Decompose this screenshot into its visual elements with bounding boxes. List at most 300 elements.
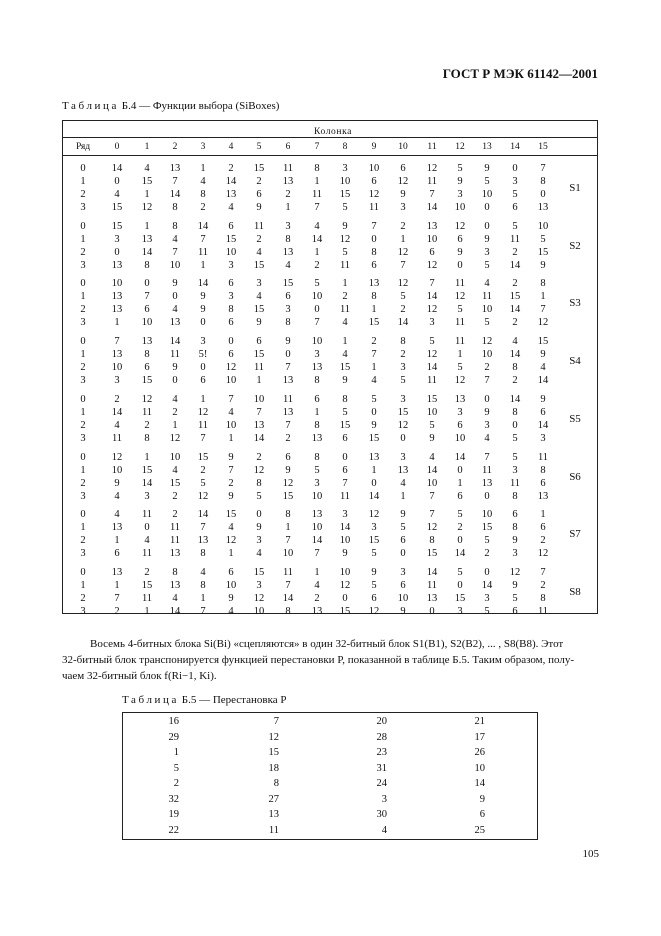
sbox-cell: 2 <box>144 566 150 578</box>
sbox-label: S3 <box>569 297 581 310</box>
sbox-cell: 8 <box>540 592 546 604</box>
sbox-cell: 6 <box>400 579 406 591</box>
row-index: 2 <box>80 189 86 200</box>
sbox-cell: 12 <box>197 406 209 418</box>
sbox-cell: 8 <box>342 393 348 405</box>
header-divider <box>63 137 597 138</box>
sbox-cell: 10 <box>311 522 323 534</box>
sbox-cell: 11 <box>339 259 351 271</box>
sbox-cell: 15 <box>454 592 466 604</box>
sbox-cell: 12 <box>111 451 123 463</box>
sbox-cell: 11 <box>197 419 209 431</box>
sbox-cell: 4 <box>200 566 206 578</box>
sbox-cell: 3 <box>114 233 120 245</box>
column-header: 15 <box>538 142 548 152</box>
sbox-cell: 0 <box>172 291 178 303</box>
sbox-cell: 4 <box>285 259 291 271</box>
sbox-cell: 12 <box>454 220 466 232</box>
sbox-cell: 8 <box>314 163 320 174</box>
sbox-cell: 8 <box>285 317 291 329</box>
sbox-cell: 14 <box>253 432 265 444</box>
permutation-cell: 23 <box>376 747 387 758</box>
sbox-cell: 13 <box>169 317 181 329</box>
sbox-cell: 1 <box>314 566 320 578</box>
sbox-cell: 6 <box>540 477 546 489</box>
sbox-cell: 9 <box>342 548 348 560</box>
sbox-cell: 7 <box>114 336 120 348</box>
sbox-cell: 9 <box>400 605 406 617</box>
sbox-cell: 13 <box>169 163 181 174</box>
sbox-cell: 14 <box>141 246 153 258</box>
sbox-cell: 12 <box>225 362 237 374</box>
sbox-cell: 11 <box>339 490 351 502</box>
sbox-cell: 7 <box>314 317 320 329</box>
sbox-cell: 7 <box>256 406 262 418</box>
sbox-cell: 7 <box>285 419 291 431</box>
sbox-cell: 2 <box>512 246 518 258</box>
sbox-cell: 9 <box>285 336 291 348</box>
row-index: 1 <box>80 464 86 476</box>
sbox-cell: 3 <box>400 362 406 374</box>
sbox-cell: 8 <box>540 278 546 290</box>
sbox-cell: 14 <box>426 362 438 374</box>
sbox-cell: 8 <box>429 535 435 547</box>
sbox-cell: 7 <box>314 548 320 560</box>
column-header: 5 <box>256 142 262 152</box>
permutation-cell: 8 <box>273 778 279 789</box>
sbox-cell: 3 <box>400 566 406 578</box>
sbox-cell: 3 <box>114 375 120 387</box>
sbox-cell: 15 <box>537 336 549 348</box>
row-index: 2 <box>80 535 86 547</box>
sbox-cell: 7 <box>200 233 206 245</box>
sbox-cell: 1 <box>314 246 320 258</box>
sbox-cell: 8 <box>314 375 320 387</box>
sbox-cell: 2 <box>200 202 206 213</box>
sbox-cell: 14 <box>111 163 123 174</box>
sbox-cell: 10 <box>111 464 123 476</box>
sbox-cell: 8 <box>540 176 546 187</box>
table-b4-caption-text: Б.4 — Функции выбора (SiBoxes) <box>121 100 280 112</box>
sbox-cell: 2 <box>314 259 320 271</box>
sbox-cell: 6 <box>457 233 463 245</box>
sbox-cell: 5 <box>314 278 320 290</box>
sbox-cell: 15 <box>253 163 265 174</box>
sbox-cell: 1 <box>144 451 150 463</box>
sbox-cell: 5 <box>512 432 518 444</box>
column-header: 7 <box>314 142 320 152</box>
sbox-cell: 6 <box>228 220 234 232</box>
sbox-cell: 5 <box>512 451 518 463</box>
sbox-cell: 0 <box>285 349 291 361</box>
sbox-cell: 0 <box>457 579 463 591</box>
sbox-cell: 2 <box>285 432 291 444</box>
sbox-cell: 15 <box>426 548 438 560</box>
sbox-cell: 1 <box>200 259 206 271</box>
sbox-cell: 0 <box>342 451 348 463</box>
sbox-cell: 7 <box>540 163 546 174</box>
sbox-cell: 11 <box>481 464 493 476</box>
sbox-cell: 1 <box>540 509 546 521</box>
sbox-cell: 13 <box>426 220 438 232</box>
sbox-cell: 13 <box>311 432 323 444</box>
row-index: 1 <box>80 522 86 534</box>
sbox-cell: 10 <box>368 163 380 174</box>
sbox-cell: 7 <box>314 202 320 213</box>
sbox-cell: 12 <box>368 189 380 200</box>
sbox-cell: 14 <box>509 259 521 271</box>
sbox-cell: 10 <box>225 246 237 258</box>
sbox-cell: 0 <box>400 432 406 444</box>
sbox-cell: 9 <box>540 259 546 271</box>
sbox-cell: 1 <box>256 375 262 387</box>
sbox-cell: 9 <box>200 291 206 303</box>
sbox-cell: 9 <box>400 509 406 521</box>
sbox-cell: 15 <box>169 477 181 489</box>
sbox-cell: 7 <box>371 220 377 232</box>
sbox-cell: 8 <box>256 477 262 489</box>
sbox-cell: 4 <box>400 477 406 489</box>
sbox-cell: 7 <box>429 278 435 290</box>
sbox-cell: 4 <box>484 278 490 290</box>
sbox-cell: 3 <box>228 259 234 271</box>
sbox-cell: 2 <box>484 362 490 374</box>
column-header: 10 <box>398 142 408 152</box>
sbox-cell: 2 <box>540 579 546 591</box>
row-index: 0 <box>80 278 86 290</box>
sbox-cell: 11 <box>169 522 181 534</box>
sbox-cell: 15 <box>111 202 123 213</box>
sbox-cell: 6 <box>400 163 406 174</box>
sbox-cell: 11 <box>169 349 181 361</box>
sbox-cell: 1 <box>228 432 234 444</box>
sbox-cell: 15 <box>141 579 153 591</box>
sbox-cell: 1 <box>400 490 406 502</box>
sbox-cell: 10 <box>426 477 438 489</box>
sbox-cell: 1 <box>200 163 206 174</box>
sbox-cell: 8 <box>228 304 234 316</box>
sbox-cell: 0 <box>484 566 490 578</box>
sbox-cell: 10 <box>225 579 237 591</box>
sbox-cell: 4 <box>172 464 178 476</box>
sbox-label: S1 <box>569 182 581 194</box>
sbox-cell: 10 <box>282 548 294 560</box>
sbox-cell: 10 <box>481 509 493 521</box>
sbox-cell: 2 <box>172 406 178 418</box>
sbox-cell: 12 <box>426 259 438 271</box>
sbox-cell: 9 <box>484 406 490 418</box>
sbox-cell: 8 <box>314 451 320 463</box>
sbox-cell: 12 <box>426 522 438 534</box>
sbox-cell: 6 <box>314 393 320 405</box>
sbox-cell: 1 <box>285 202 291 213</box>
sbox-cell: 2 <box>228 477 234 489</box>
sbox-cell: 9 <box>371 566 377 578</box>
sbox-cell: 0 <box>114 246 120 258</box>
sbox-cell: 6 <box>540 406 546 418</box>
permutation-cell: 19 <box>168 809 179 820</box>
sbox-cell: 5 <box>540 233 546 245</box>
sbox-cell: 4 <box>114 509 120 521</box>
sbox-cell: 0 <box>457 259 463 271</box>
sbox-cell: 12 <box>454 375 466 387</box>
sbox-cell: 4 <box>314 220 320 232</box>
sbox-cell: 11 <box>368 202 380 213</box>
sbox-cell: 11 <box>282 566 294 578</box>
sbox-cell: 2 <box>144 419 150 431</box>
sbox-cell: 0 <box>429 605 435 617</box>
sbox-cell: 8 <box>512 522 518 534</box>
sbox-cell: 0 <box>114 176 120 187</box>
sbox-cell: 14 <box>426 464 438 476</box>
sbox-cell: 3 <box>512 176 518 187</box>
sbox-cell: 7 <box>200 432 206 444</box>
sbox-cell: 7 <box>342 477 348 489</box>
sbox-cell: 2 <box>256 451 262 463</box>
sbox-cell: 5 <box>457 362 463 374</box>
sbox-cell: 0 <box>144 522 150 534</box>
sbox-cell: 14 <box>197 220 209 232</box>
sbox-cell: 9 <box>172 362 178 374</box>
sbox-cell: 5 <box>256 490 262 502</box>
sbox-cell: 13 <box>537 202 549 213</box>
sbox-cell: 3 <box>314 349 320 361</box>
sbox-cell: 7 <box>200 522 206 534</box>
sbox-cell: 2 <box>342 291 348 303</box>
sbox-cell: 15 <box>253 304 265 316</box>
sbox-cell: 6 <box>540 522 546 534</box>
sbox-cell: 3 <box>200 336 206 348</box>
sbox-cell: 11 <box>426 176 438 187</box>
sbox-cell: 15 <box>339 605 351 617</box>
sbox-cell: 6 <box>256 189 262 200</box>
sbox-cell: 3 <box>484 592 490 604</box>
sbox-cell: 12 <box>397 176 409 187</box>
sbox-cell: 14 <box>169 189 181 200</box>
sbox-cell: 6 <box>457 419 463 431</box>
row-index: 3 <box>80 202 86 213</box>
sbox-cell: 14 <box>454 451 466 463</box>
sbox-cell: 3 <box>512 548 518 560</box>
sbox-cell: 5 <box>484 317 490 329</box>
sbox-cell: 4 <box>228 406 234 418</box>
sbox-cell: 2 <box>200 464 206 476</box>
sbox-cell: 4 <box>228 522 234 534</box>
sbox-cell: 10 <box>481 349 493 361</box>
column-group-header: Колонка <box>314 127 352 137</box>
sbox-cell: 12 <box>426 163 438 174</box>
sbox-cell: 1 <box>114 579 120 591</box>
sbox-cell: 7 <box>484 451 490 463</box>
sbox-cell: 6 <box>342 432 348 444</box>
sbox-cell: 6 <box>512 202 518 213</box>
sbox-cell: 9 <box>228 490 234 502</box>
sbox-cell: 12 <box>253 592 265 604</box>
column-header: 12 <box>455 142 465 152</box>
sbox-cell: 9 <box>371 419 377 431</box>
permutation-cell: 22 <box>168 824 179 836</box>
paragraph-line: Восемь 4-битных блока Si(Bi) «сцепляются» в один 32-битный блок S1(B1), S2(B2), ... , S8(B8). Этот <box>90 638 564 650</box>
sbox-cell: 3 <box>512 464 518 476</box>
sbox-cell: 7 <box>228 464 234 476</box>
sbox-cell: 15 <box>111 220 123 232</box>
paragraph-line: чаем 32-битный блок f(Ri−1, Ki). <box>62 670 217 682</box>
sbox-cell: 13 <box>311 362 323 374</box>
sbox-cell: 13 <box>282 406 294 418</box>
column-header: 4 <box>228 142 234 152</box>
sbox-cell: 13 <box>311 509 323 521</box>
sbox-cell: 5 <box>314 464 320 476</box>
sbox-cell: 10 <box>454 432 466 444</box>
sbox-cell: 7 <box>172 246 178 258</box>
column-header: 9 <box>371 142 377 152</box>
sbox-cell: 15 <box>197 451 209 463</box>
sbox-cell: 7 <box>429 189 435 200</box>
sbox-cell: 0 <box>200 362 206 374</box>
sbox-cell: 7 <box>429 509 435 521</box>
sbox-cell: 11 <box>169 535 181 547</box>
sbox-cell: 14 <box>197 509 209 521</box>
permutation-cell: 28 <box>376 731 387 743</box>
sbox-cell: 2 <box>512 278 518 290</box>
sbox-cell: 11 <box>141 548 153 560</box>
sbox-cell: 12 <box>197 490 209 502</box>
row-index: 1 <box>80 579 86 591</box>
sbox-cell: 6 <box>371 176 377 187</box>
sbox-cell: 7 <box>285 579 291 591</box>
sbox-cell: 15 <box>509 291 521 303</box>
sbox-cell: 1 <box>457 477 463 489</box>
sbox-cell: 8 <box>172 220 178 232</box>
sbox-cell: 0 <box>371 233 377 245</box>
sbox-cell: 1 <box>200 393 206 405</box>
sbox-cell: 2 <box>400 349 406 361</box>
sbox-cell: 12 <box>537 548 549 560</box>
permutation-cell: 18 <box>268 762 279 774</box>
row-index: 0 <box>80 566 86 578</box>
sbox-cell: 11 <box>141 406 153 418</box>
sbox-cell: 9 <box>540 349 546 361</box>
sbox-cell: 8 <box>200 579 206 591</box>
sbox-cell: 8 <box>371 246 377 258</box>
sbox-cell: 8 <box>200 189 206 200</box>
sbox-cell: 15 <box>253 259 265 271</box>
sbox-cell: 11 <box>282 163 294 174</box>
sbox-cell: 0 <box>314 304 320 316</box>
row-index: 0 <box>80 509 86 521</box>
sbox-cell: 9 <box>285 464 291 476</box>
sbox-cell: 8 <box>172 202 178 213</box>
sbox-cell: 5 <box>371 393 377 405</box>
sbox-cell: 2 <box>114 605 120 617</box>
sbox-cell: 9 <box>228 451 234 463</box>
sbox-cell: 9 <box>342 375 348 387</box>
sbox-cell: 15 <box>339 362 351 374</box>
sbox-cell: 5 <box>371 579 377 591</box>
sbox-cell: 5 <box>457 509 463 521</box>
sbox-cell: 6 <box>285 291 291 303</box>
sbox-cell: 4 <box>114 419 120 431</box>
sbox-cell: 6 <box>429 246 435 258</box>
row-index: 3 <box>80 259 86 271</box>
sbox-cell: 14 <box>169 336 181 348</box>
sbox-cell: 6 <box>228 317 234 329</box>
sbox-cell: 3 <box>256 535 262 547</box>
sbox-cell: 6 <box>342 464 348 476</box>
permutation-cell: 13 <box>268 809 279 820</box>
sbox-cell: 8 <box>172 566 178 578</box>
row-index: 2 <box>80 419 86 431</box>
sbox-cell: 9 <box>512 579 518 591</box>
sbox-cell: 5 <box>512 189 518 200</box>
sbox-cell: 8 <box>512 490 518 502</box>
sbox-cell: 1 <box>342 336 348 348</box>
sbox-cell: 15 <box>368 432 380 444</box>
sbox-cell: 8 <box>371 291 377 303</box>
permutation-cell: 31 <box>376 762 387 774</box>
sbox-cell: 0 <box>228 336 234 348</box>
sbox-cell: 9 <box>400 189 406 200</box>
row-index: 3 <box>80 490 86 502</box>
sbox-cell: 11 <box>197 246 209 258</box>
sbox-cell: 12 <box>169 432 181 444</box>
sbox-cell: 13 <box>481 477 493 489</box>
table-b5-caption <box>122 694 287 706</box>
sbox-cell: 10 <box>141 317 153 329</box>
sbox-cell: 0 <box>457 535 463 547</box>
permutation-cell: 26 <box>474 747 485 758</box>
sbox-cell: 7 <box>228 393 234 405</box>
sbox-cell: 10 <box>339 535 351 547</box>
column-header: 2 <box>172 142 178 152</box>
sbox-cell: 0 <box>457 464 463 476</box>
sbox-cell: 4 <box>172 233 178 245</box>
sbox-cell: 13 <box>111 259 123 271</box>
sbox-cell: 13 <box>397 464 409 476</box>
sbox-cell: 0 <box>371 477 377 489</box>
sbox-cell: 15 <box>225 233 237 245</box>
sbox-cell: 9 <box>256 202 262 213</box>
sbox-cell: 13 <box>368 278 380 290</box>
sbox-cell: 6 <box>200 375 206 387</box>
sbox-cell: 1 <box>114 535 120 547</box>
sbox-cell: 13 <box>111 291 123 303</box>
sbox-cell: 10 <box>339 566 351 578</box>
sbox-cell: 9 <box>540 393 546 405</box>
sbox-cell: 2 <box>256 176 262 187</box>
sbox-cell: 10 <box>225 375 237 387</box>
sbox-cell: 9 <box>512 535 518 547</box>
sbox-cell: 6 <box>144 304 150 316</box>
sbox-cell: 0 <box>540 189 546 200</box>
sbox-cell: 10 <box>537 220 549 232</box>
row-index: 3 <box>80 432 86 444</box>
sbox-cell: 8 <box>400 336 406 348</box>
sbox-cell: 11 <box>141 592 153 604</box>
sbox-cell: 8 <box>144 259 150 271</box>
sbox-cell: 10 <box>397 592 409 604</box>
sbox-cell: 13 <box>197 535 209 547</box>
sbox-cell: 11 <box>509 233 521 245</box>
sbox-cell: 9 <box>114 477 120 489</box>
sbox-cell: 10 <box>311 336 323 348</box>
sbox-cell: 6 <box>371 592 377 604</box>
sbox-cell: 3 <box>400 202 406 213</box>
sbox-cell: 0 <box>144 278 150 290</box>
sbox-cell: 13 <box>111 349 123 361</box>
sbox-cell: 15 <box>282 278 294 290</box>
row-index: 0 <box>80 336 86 348</box>
